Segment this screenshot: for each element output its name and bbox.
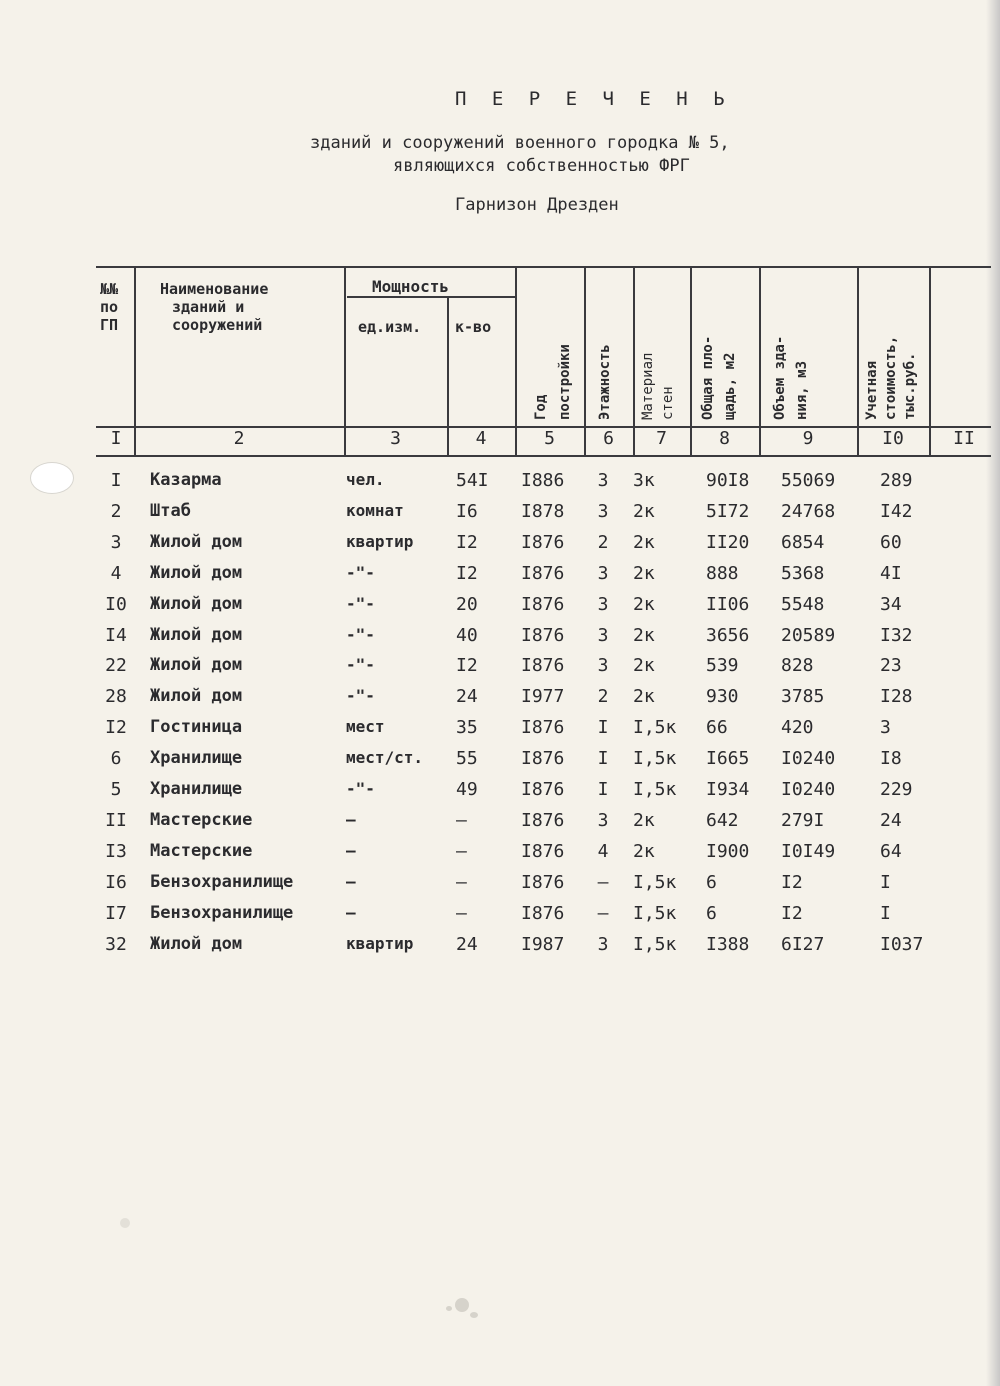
header-name-line3: сооружений: [172, 316, 263, 334]
capacity-qty: 24: [456, 933, 478, 955]
wall-material: 2к: [633, 562, 655, 584]
year-built: I878: [521, 500, 565, 522]
building-volume: I0240: [781, 748, 836, 770]
total-area: I934: [706, 779, 750, 800]
capacity-qty: 54I: [456, 470, 489, 491]
ink-stain: [470, 1312, 478, 1318]
floor-count: 3: [597, 655, 609, 677]
wall-material: 2к: [633, 531, 655, 553]
book-value: 289: [880, 470, 913, 491]
header-area-line1: Общая пло-: [700, 335, 716, 420]
column-number: 4: [475, 428, 487, 449]
building-volume: 420: [781, 717, 814, 739]
row-number: 22: [105, 655, 127, 677]
capacity-unit: квартир: [346, 531, 414, 551]
floor-count: 3: [597, 624, 609, 646]
floor-count: 3: [597, 593, 609, 615]
year-built: I876: [521, 531, 565, 553]
table-row: [0, 841, 1000, 871]
table-row: [0, 872, 1000, 902]
floor-count: 2: [597, 686, 609, 708]
year-built: I876: [521, 809, 565, 831]
total-area: 642: [706, 809, 739, 831]
ink-stain: [455, 1298, 469, 1312]
capacity-unit: –: [346, 840, 356, 860]
floor-count: I: [597, 779, 609, 800]
capacity-unit: -"-: [346, 655, 375, 675]
capacity-unit: комнат: [346, 500, 404, 520]
table-row: [0, 501, 1000, 531]
capacity-unit: чел.: [346, 470, 385, 489]
year-built: I876: [521, 717, 565, 739]
header-area-line2: щадь, м2: [722, 352, 738, 420]
building-name: Жилой дом: [150, 686, 243, 707]
year-built: I977: [521, 686, 565, 708]
floor-count: 3: [597, 933, 609, 955]
floor-count: 3: [597, 562, 609, 584]
wall-material: I,5к: [633, 748, 677, 770]
capacity-unit: мест: [346, 717, 385, 737]
building-name: Хранилище: [150, 779, 243, 799]
year-built: I876: [521, 562, 565, 584]
capacity-unit: –: [346, 902, 356, 922]
table-row: [0, 594, 1000, 624]
document-subtitle-line2: являющихся собственностью ФРГ: [393, 156, 690, 176]
building-name: Казарма: [150, 470, 222, 490]
row-number: I: [110, 470, 122, 491]
total-area: 888: [706, 562, 739, 584]
floor-count: 3: [597, 470, 609, 491]
total-area: 6: [706, 871, 717, 893]
building-name: Гостиница: [150, 717, 243, 738]
building-volume: 24768: [781, 500, 836, 522]
book-value: I32: [880, 624, 913, 646]
building-volume: 5548: [781, 593, 825, 615]
document-subtitle-line1: зданий и сооружений военного городка № 5,: [310, 133, 730, 153]
capacity-qty: 55: [456, 748, 478, 770]
book-value: I8: [880, 748, 902, 770]
wall-material: 2к: [633, 624, 655, 646]
total-area: 66: [706, 717, 728, 739]
wall-material: 2к: [633, 593, 655, 615]
wall-material: 3к: [633, 470, 655, 491]
row-number: I4: [105, 624, 127, 646]
floor-count: –: [597, 871, 609, 893]
book-value: I42: [880, 500, 913, 522]
total-area: II06: [706, 593, 750, 615]
floor-count: 3: [597, 809, 609, 831]
table-row: [0, 655, 1000, 685]
table-row: [0, 717, 1000, 747]
header-no-line1: №№: [100, 280, 119, 298]
capacity-qty: –: [456, 840, 467, 862]
year-built: I876: [521, 593, 565, 615]
building-volume: 828: [781, 655, 814, 677]
row-number: 32: [105, 933, 127, 955]
building-volume: 6I27: [781, 933, 825, 955]
building-name: Жилой дом: [150, 933, 243, 954]
total-area: 90I8: [706, 470, 750, 491]
capacity-qty: 35: [456, 717, 478, 739]
building-name: Мастерские: [150, 809, 253, 830]
capacity-qty: 49: [456, 779, 478, 800]
capacity-unit: –: [346, 809, 356, 829]
header-floors: Этажность: [597, 344, 613, 420]
header-cost-line1: Учетная: [864, 360, 880, 420]
table-row: [0, 686, 1000, 716]
floor-count: 3: [597, 500, 609, 522]
ink-stain: [120, 1218, 130, 1228]
capacity-unit: квартир: [346, 933, 414, 953]
header-qty: к-во: [455, 318, 492, 336]
book-value: 3: [880, 717, 891, 739]
table-row: [0, 532, 1000, 562]
floor-count: –: [597, 902, 609, 924]
table-row: [0, 748, 1000, 778]
total-area: I665: [706, 748, 750, 770]
floor-count: 4: [597, 840, 609, 862]
header-name-line1: Наименование: [160, 280, 269, 298]
row-number: I2: [105, 717, 127, 739]
building-name: Штаб: [150, 500, 191, 521]
header-material-line2: стен: [660, 386, 676, 420]
building-name: Жилой дом: [150, 655, 243, 676]
capacity-qty: –: [456, 809, 467, 831]
year-built: I876: [521, 748, 565, 770]
total-area: I900: [706, 840, 750, 862]
table-row: [0, 563, 1000, 593]
row-number: 28: [105, 686, 127, 708]
total-area: II20: [706, 531, 750, 553]
capacity-qty: I2: [456, 531, 478, 553]
row-number: II: [105, 809, 127, 831]
header-no-line3: ГП: [100, 316, 119, 334]
header-no-line2: по: [100, 298, 119, 316]
row-number: I3: [105, 840, 127, 862]
wall-material: I,5к: [633, 779, 677, 800]
wall-material: I,5к: [633, 717, 677, 739]
table-row: [0, 934, 1000, 964]
capacity-unit: -"-: [346, 779, 375, 798]
wall-material: 2к: [633, 809, 655, 831]
row-number: 4: [110, 562, 122, 584]
column-number: I0: [882, 428, 904, 449]
total-area: 539: [706, 655, 739, 677]
building-name: Жилой дом: [150, 531, 243, 552]
table-row: [0, 903, 1000, 933]
building-volume: 20589: [781, 624, 836, 646]
building-volume: I0240: [781, 779, 836, 800]
capacity-qty: I2: [456, 562, 478, 584]
header-cost-line2: стоимость,: [883, 335, 899, 420]
row-number: 5: [110, 779, 122, 800]
total-area: 930: [706, 686, 739, 708]
column-number: 6: [603, 428, 614, 449]
table-row: [0, 779, 1000, 809]
floor-count: 2: [597, 531, 609, 553]
book-value: I28: [880, 686, 913, 708]
building-volume: 5368: [781, 562, 825, 584]
capacity-qty: 20: [456, 593, 478, 615]
table-row: [0, 470, 1000, 500]
book-value: I: [880, 871, 891, 893]
header-material-line1: Материал: [640, 352, 656, 420]
floor-count: I: [597, 717, 609, 739]
wall-material: I,5к: [633, 902, 677, 924]
book-value: 229: [880, 779, 913, 800]
building-name: Мастерские: [150, 840, 253, 861]
header-volume-line1: Объем зда-: [772, 335, 788, 420]
building-volume: 3785: [781, 686, 825, 708]
row-number: I6: [105, 871, 127, 893]
column-number: 5: [544, 428, 555, 449]
row-number: 6: [110, 748, 122, 770]
building-volume: I2: [781, 902, 803, 924]
building-volume: 55069: [781, 470, 836, 491]
book-value: 64: [880, 840, 902, 862]
capacity-unit: -"-: [346, 593, 375, 613]
document-title: П Е Р Е Ч Е Н Ь: [455, 88, 732, 110]
capacity-qty: –: [456, 902, 467, 924]
header-unit: ед.изм.: [358, 318, 422, 336]
ink-stain: [446, 1306, 452, 1311]
year-built: I876: [521, 624, 565, 646]
total-area: I388: [706, 933, 750, 955]
year-built: I876: [521, 840, 565, 862]
column-number: II: [953, 428, 975, 449]
building-volume: 279I: [781, 809, 825, 831]
wall-material: I,5к: [633, 933, 677, 955]
building-volume: I2: [781, 871, 803, 893]
floor-count: I: [597, 748, 609, 770]
capacity-qty: –: [456, 871, 467, 893]
capacity-qty: 24: [456, 686, 478, 708]
table-row: [0, 810, 1000, 840]
table-row: [0, 625, 1000, 655]
column-number: I: [110, 428, 122, 449]
building-name: Бензохранилище: [150, 871, 294, 892]
year-built: I876: [521, 655, 565, 677]
building-name: Бензохранилище: [150, 902, 294, 923]
column-number: 2: [233, 428, 245, 449]
year-built: I886: [521, 470, 565, 491]
capacity-unit: -"-: [346, 562, 375, 582]
book-value: I: [880, 902, 891, 924]
capacity-unit: мест/ст.: [346, 748, 424, 768]
capacity-qty: 40: [456, 624, 478, 646]
capacity-qty: I2: [456, 655, 478, 677]
wall-material: 2к: [633, 686, 655, 708]
wall-material: 2к: [633, 500, 655, 522]
column-number: 9: [802, 428, 814, 449]
header-volume-line2: ния, м3: [794, 360, 810, 420]
year-built: I876: [521, 902, 565, 924]
building-volume: I0I49: [781, 840, 836, 862]
wall-material: 2к: [633, 655, 655, 677]
header-year-line2: постройки: [557, 344, 573, 420]
year-built: I987: [521, 933, 565, 955]
garrison-name: Гарнизон Дрезден: [455, 195, 619, 215]
capacity-qty: I6: [456, 500, 478, 522]
column-number: 7: [656, 428, 667, 449]
header-capacity: Мощность: [372, 277, 450, 296]
total-area: 5I72: [706, 500, 750, 522]
capacity-unit: -"-: [346, 686, 375, 706]
capacity-unit: -"-: [346, 624, 375, 644]
book-value: 4I: [880, 562, 902, 584]
total-area: 3656: [706, 624, 750, 646]
book-value: I037: [880, 933, 924, 955]
row-number: 2: [110, 500, 122, 522]
building-volume: 6854: [781, 531, 825, 553]
book-value: 23: [880, 655, 902, 677]
row-number: 3: [110, 531, 122, 553]
wall-material: 2к: [633, 840, 655, 862]
header-year-line1: Год: [533, 394, 549, 420]
header-cost-line3: тыс.руб.: [902, 352, 918, 420]
building-name: Жилой дом: [150, 593, 243, 614]
column-number: 8: [719, 428, 730, 449]
row-number: I7: [105, 902, 127, 924]
year-built: I876: [521, 871, 565, 893]
book-value: 24: [880, 809, 902, 831]
building-name: Жилой дом: [150, 562, 243, 583]
book-value: 60: [880, 531, 902, 553]
row-number: I0: [105, 593, 127, 615]
capacity-unit: –: [346, 871, 356, 891]
header-name-line2: зданий и: [172, 298, 245, 316]
year-built: I876: [521, 779, 565, 800]
building-name: Хранилище: [150, 748, 243, 769]
total-area: 6: [706, 902, 717, 924]
building-name: Жилой дом: [150, 624, 243, 645]
column-number: 3: [390, 428, 401, 449]
book-value: 34: [880, 593, 902, 615]
wall-material: I,5к: [633, 871, 677, 893]
